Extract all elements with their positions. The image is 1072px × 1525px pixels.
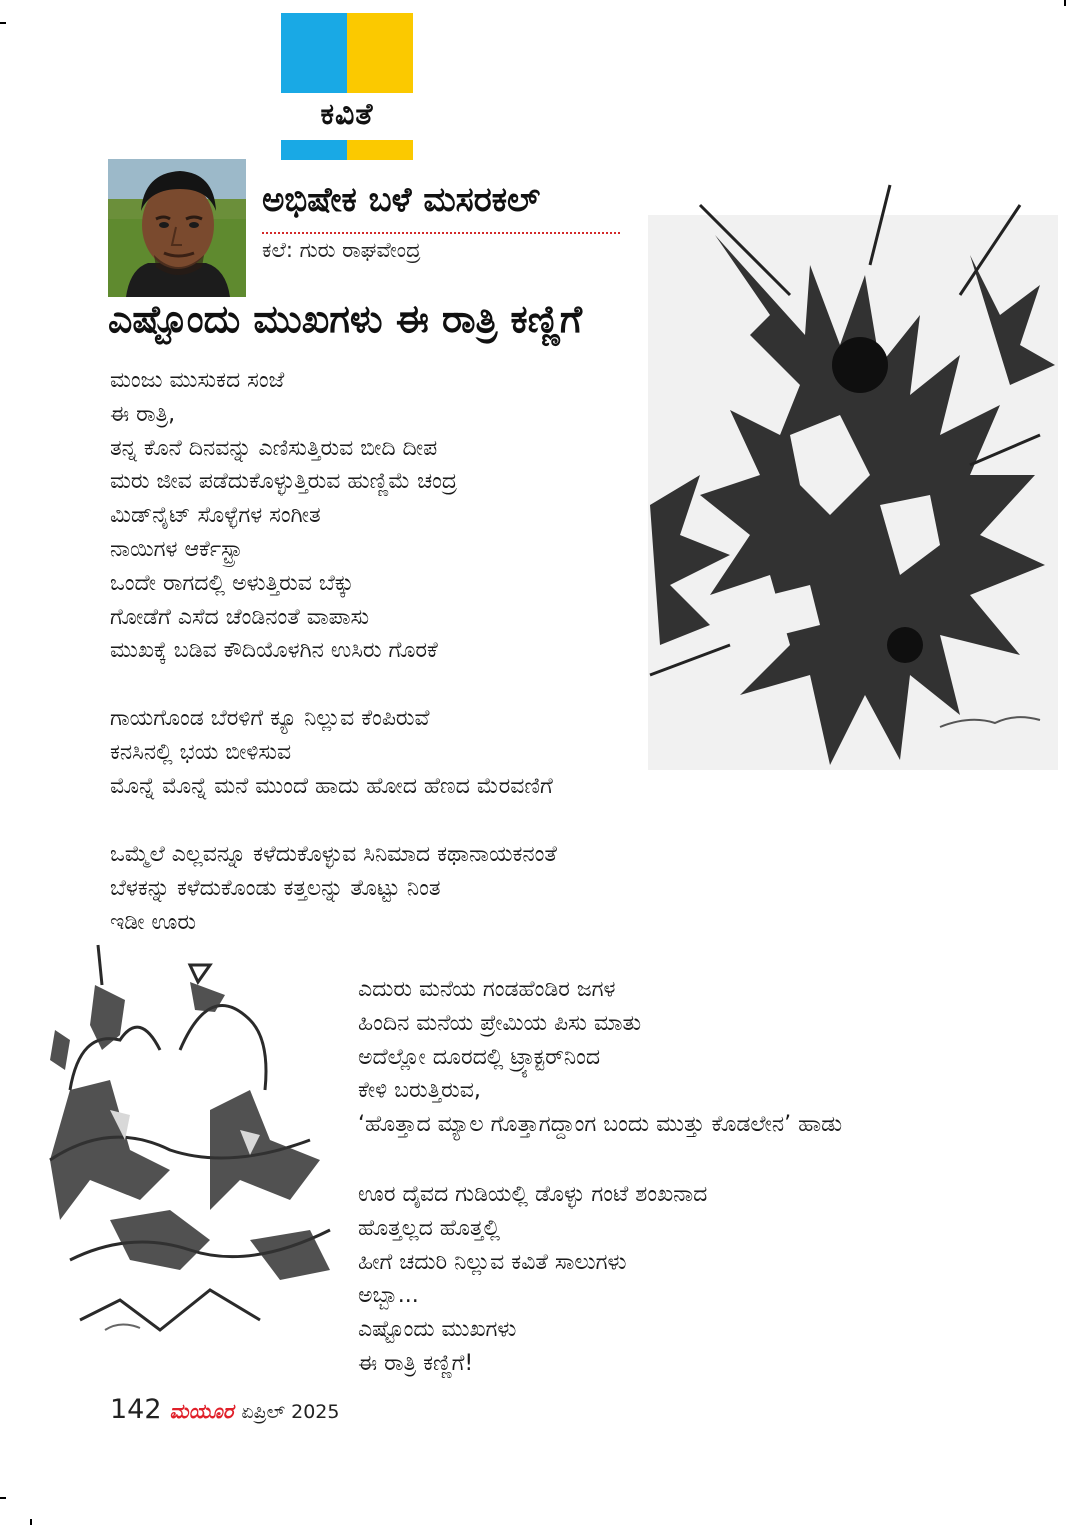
poem-line: ಮುಖಕ್ಕೆ ಬಡಿವ ಕೌದಿಯೊಳಗಿನ ಉಸಿರು ಗೊರಕೆ — [110, 638, 438, 664]
section-logo — [281, 13, 413, 160]
logo-yellow-strip — [347, 140, 413, 160]
poem-line: ಒಮ್ಮೆಲೆ ಎಲ್ಲವನ್ನೂ ಕಳೆದುಕೊಳ್ಳುವ ಸಿನಿಮಾದ ಕಥಾನಾಯಕನಂತೆ — [110, 842, 557, 867]
stanza-3 — [110, 838, 557, 939]
poem-line: ಹೀಗೆ ಚದುರಿ ನಿಲ್ಲುವ ಕವಿತೆ ಸಾಲುಗಳು — [358, 1249, 627, 1275]
poem-line: ಎಷ್ಟೊಂದು ಮುಖಗಳು — [358, 1317, 517, 1343]
issue-date: ಏಪ್ರಿಲ್ 2025 — [241, 1401, 340, 1423]
logo-yellow-block — [347, 13, 413, 93]
poem-line: ಅಬ್ಬಾ... — [358, 1283, 419, 1309]
poem-line: ಊರ ದೈವದ ಗುಡಿಯಲ್ಲಿ ಡೊಳ್ಳು ಗಂಟೆ ಶಂಖನಾದ — [358, 1182, 708, 1207]
stanza-4 — [358, 973, 842, 1142]
poem-line: ಗೋಡೆಗೆ ಎಸೆದ ಚೆಂಡಿನಂತೆ ವಾಪಾಸು — [110, 604, 370, 630]
poem-line: ಒಂದೇ ರಾಗದಲ್ಲಿ ಅಳುತ್ತಿರುವ ಬೆಕ್ಕು — [110, 570, 354, 596]
poem-line: ಈ ರಾತ್ರಿ, — [110, 401, 176, 427]
author-divider — [262, 232, 620, 234]
ink-artwork-top — [640, 175, 1065, 775]
poem-line: ಎದುರು ಮನೆಯ ಗಂಡಹೆಂಡಿರ ಜಗಳ — [358, 977, 616, 1002]
poem-line: ಈ ರಾತ್ರಿ ಕಣ್ಣಿಗೆ! — [358, 1350, 474, 1376]
poem-line: ತನ್ನ ಕೊನೆ ದಿನವನ್ನು ಎಣಿಸುತ್ತಿರುವ ಬೀದಿ ದೀಪ — [110, 435, 438, 461]
poem-line: ಕನಸಿನಲ್ಲಿ ಭಯ ಬೀಳಿಸುವ — [110, 739, 292, 765]
poem-line: ‘ಹೊತ್ತಾದ ಮ್ಯಾಲ ಗೊತ್ತಾಗದ್ದಾಂಗ ಬಂದು ಮುತ್ತು ಕೊಡಲೇನ’ ಹಾಡು — [358, 1112, 843, 1138]
poem-line: ಅದೆಲ್ಲೋ ದೂರದಲ್ಲಿ ಟ್ರ್ಯಾಕ್ಟರ್‌ನಿಂದ — [358, 1044, 601, 1070]
crop-mark — [0, 1497, 6, 1499]
poem-line: ಹೊತ್ತಲ್ಲದ ಹೊತ್ತಲ್ಲಿ — [358, 1215, 501, 1241]
logo-blue-block — [281, 13, 347, 93]
stanza-1 — [110, 364, 457, 668]
crop-mark — [0, 22, 6, 24]
poem-line: ಮಿಡ್‌ನೈಟ್ ಸೊಳ್ಳೆಗಳ ಸಂಗೀತ — [110, 503, 321, 529]
page-number: 142 — [110, 1394, 162, 1425]
poem-line: ಇಡೀ ಊರು — [110, 909, 196, 935]
poem-line: ಬೆಳಕನ್ನು ಕಳೆದುಕೊಂಡು ಕತ್ತಲನ್ನು ತೊಟ್ಟು ನಿಂತ — [110, 875, 441, 901]
crop-mark — [30, 1519, 32, 1525]
poem-line: ಮರು ಜೀವ ಪಡೆದುಕೊಳ್ಳುತ್ತಿರುವ ಹುಣ್ಣಿಮೆ ಚಂದ್ರ — [110, 469, 458, 495]
magazine-logo: ಮಯೂರ — [169, 1399, 234, 1423]
stanza-5 — [358, 1178, 707, 1381]
logo-blue-strip — [281, 140, 347, 160]
section-label: ಕವಿತೆ — [320, 97, 374, 132]
poem-line: ಗಾಯಗೊಂಡ ಬೆರಳಿಗೆ ಕ್ಯೂ ನಿಲ್ಲುವ ಕೆಂಪಿರುವೆ — [110, 706, 430, 731]
page-footer — [110, 1394, 339, 1426]
author-name: ಅಭಿಷೇಕ ಬಳೆ ಮಸರಕಲ್ — [262, 180, 541, 220]
poem-line: ಕೇಳಿ ಬರುತ್ತಿರುವ, — [358, 1078, 481, 1104]
poem-line: ಮೊನ್ನೆ ಮೊನ್ನೆ ಮನೆ ಮುಂದೆ ಹಾದು ಹೋದ ಹೆಣದ ಮೆರವಣಿಗೆ — [110, 773, 553, 799]
poem-title: ಎಷ್ಟೊಂದು ಮುಖಗಳು ಈ ರಾತ್ರಿ ಕಣ್ಣಿಗೆ — [108, 297, 582, 341]
stanza-2 — [110, 702, 553, 803]
poem-line: ಹಿಂದಿನ ಮನೆಯ ಪ್ರೇಮಿಯ ಪಿಸು ಮಾತು — [358, 1010, 642, 1036]
poem-line: ನಾಯಿಗಳ ಆರ್ಕೆಸ್ಟ್ರಾ — [110, 536, 243, 562]
poem-line: ಮಂಜು ಮುಸುಕದ ಸಂಜೆ — [110, 368, 285, 393]
ink-artwork-bottom — [10, 940, 355, 1370]
art-credit: ಕಲೆ: ಗುರು ರಾಘವೇಂದ್ರ — [262, 238, 421, 262]
author-photo — [108, 159, 246, 297]
crop-mark — [1064, 0, 1066, 6]
